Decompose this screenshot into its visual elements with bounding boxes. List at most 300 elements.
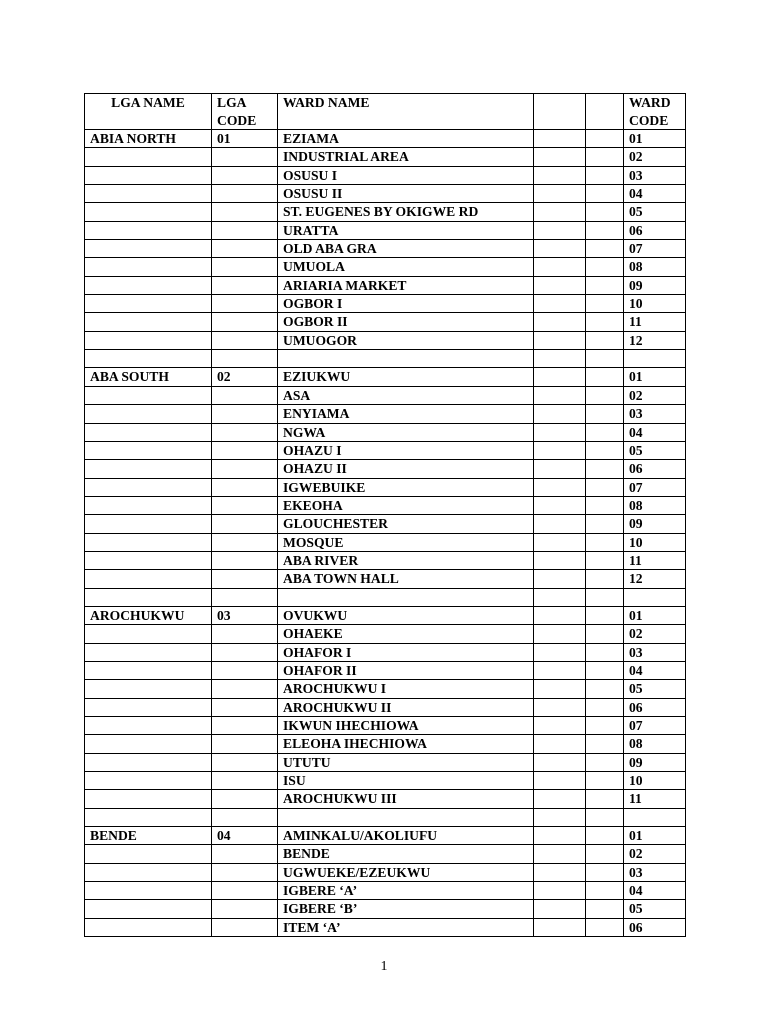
- blank-cell-2: [586, 276, 624, 294]
- table-row: [85, 808, 686, 826]
- lga-code-cell: [212, 203, 278, 221]
- lga-name-cell: BENDE: [85, 827, 212, 845]
- ward-code-cell: 08: [624, 496, 686, 514]
- ward-code-cell: [624, 350, 686, 368]
- ward-name-cell: AMINKALU/AKOLIUFU: [278, 827, 534, 845]
- lga-name-cell: [85, 643, 212, 661]
- lga-code-cell: [212, 790, 278, 808]
- lga-name-cell: [85, 295, 212, 313]
- lga-name-cell: [85, 313, 212, 331]
- blank-cell-1: [534, 882, 586, 900]
- blank-cell-1: [534, 918, 586, 936]
- table-row: [85, 918, 686, 936]
- table-row: [85, 386, 686, 404]
- lga-code-cell: [212, 331, 278, 349]
- lga-code-cell: [212, 240, 278, 258]
- header-blank-1: [534, 94, 586, 130]
- lga-code-cell: [212, 918, 278, 936]
- ward-name-cell: OHAFOR I: [278, 643, 534, 661]
- blank-cell-1: [534, 790, 586, 808]
- table-row: [85, 845, 686, 863]
- ward-code-cell: 05: [624, 680, 686, 698]
- ward-code-cell: 01: [624, 368, 686, 386]
- blank-cell-1: [534, 515, 586, 533]
- lga-code-cell: [212, 900, 278, 918]
- lga-name-cell: [85, 405, 212, 423]
- blank-cell-2: [586, 808, 624, 826]
- ward-name-cell: OVUKWU: [278, 606, 534, 624]
- blank-cell-2: [586, 460, 624, 478]
- blank-cell-1: [534, 295, 586, 313]
- table-row: [85, 570, 686, 588]
- lga-code-cell: [212, 276, 278, 294]
- table-row: [85, 496, 686, 514]
- blank-cell-1: [534, 606, 586, 624]
- ward-name-cell: GLOUCHESTER: [278, 515, 534, 533]
- table-row: [85, 423, 686, 441]
- header-lga-name: LGA NAME: [85, 94, 212, 130]
- lga-name-cell: [85, 863, 212, 881]
- ward-code-cell: 11: [624, 551, 686, 569]
- ward-code-cell: 12: [624, 570, 686, 588]
- ward-code-cell: 10: [624, 295, 686, 313]
- ward-name-cell: [278, 808, 534, 826]
- ward-code-cell: 02: [624, 386, 686, 404]
- table-row: [85, 478, 686, 496]
- blank-cell-2: [586, 643, 624, 661]
- blank-cell-1: [534, 496, 586, 514]
- lga-name-cell: [85, 661, 212, 679]
- table-row: [85, 753, 686, 771]
- blank-cell-2: [586, 845, 624, 863]
- blank-cell-1: [534, 661, 586, 679]
- table-row: [85, 588, 686, 606]
- ward-name-cell: EZIUKWU: [278, 368, 534, 386]
- lga-code-cell: [212, 753, 278, 771]
- lga-code-cell: [212, 808, 278, 826]
- table-row: [85, 533, 686, 551]
- lga-code-cell: 02: [212, 368, 278, 386]
- blank-cell-2: [586, 827, 624, 845]
- ward-name-cell: ARIARIA MARKET: [278, 276, 534, 294]
- table-row: [85, 680, 686, 698]
- ward-code-cell: 01: [624, 130, 686, 148]
- blank-cell-2: [586, 735, 624, 753]
- blank-cell-2: [586, 753, 624, 771]
- lga-name-cell: [85, 276, 212, 294]
- table-row: [85, 221, 686, 239]
- ward-code-cell: 06: [624, 918, 686, 936]
- blank-cell-1: [534, 441, 586, 459]
- lga-code-cell: [212, 441, 278, 459]
- ward-code-cell: 02: [624, 625, 686, 643]
- blank-cell-1: [534, 808, 586, 826]
- ward-name-cell: AROCHUKWU II: [278, 698, 534, 716]
- lga-name-cell: [85, 918, 212, 936]
- lga-name-cell: [85, 240, 212, 258]
- lga-name-cell: [85, 386, 212, 404]
- lga-code-cell: [212, 405, 278, 423]
- lga-name-cell: [85, 515, 212, 533]
- lga-code-cell: [212, 515, 278, 533]
- blank-cell-1: [534, 203, 586, 221]
- lga-name-cell: AROCHUKWU: [85, 606, 212, 624]
- blank-cell-1: [534, 680, 586, 698]
- lga-code-cell: [212, 882, 278, 900]
- lga-name-cell: [85, 423, 212, 441]
- ward-code-cell: 09: [624, 515, 686, 533]
- lga-code-cell: [212, 166, 278, 184]
- lga-code-cell: [212, 680, 278, 698]
- lga-code-cell: 04: [212, 827, 278, 845]
- lga-code-cell: [212, 258, 278, 276]
- lga-code-cell: [212, 460, 278, 478]
- ward-code-cell: 10: [624, 772, 686, 790]
- ward-code-cell: 04: [624, 661, 686, 679]
- blank-cell-2: [586, 350, 624, 368]
- lga-code-cell: [212, 735, 278, 753]
- ward-name-cell: OSUSU I: [278, 166, 534, 184]
- table-row: [85, 460, 686, 478]
- ward-code-cell: 07: [624, 717, 686, 735]
- lga-code-cell: [212, 772, 278, 790]
- blank-cell-2: [586, 240, 624, 258]
- lga-name-cell: [85, 221, 212, 239]
- blank-cell-1: [534, 588, 586, 606]
- lga-name-cell: [85, 478, 212, 496]
- ward-name-cell: IKWUN IHECHIOWA: [278, 717, 534, 735]
- table-row: [85, 331, 686, 349]
- blank-cell-2: [586, 772, 624, 790]
- ward-name-cell: UGWUEKE/EZEUKWU: [278, 863, 534, 881]
- lga-code-cell: [212, 423, 278, 441]
- ward-name-cell: ASA: [278, 386, 534, 404]
- blank-cell-2: [586, 918, 624, 936]
- lga-name-cell: [85, 533, 212, 551]
- lga-code-cell: [212, 570, 278, 588]
- lga-code-cell: [212, 588, 278, 606]
- ward-code-cell: 07: [624, 478, 686, 496]
- blank-cell-2: [586, 423, 624, 441]
- lga-code-cell: [212, 350, 278, 368]
- table-row: [85, 772, 686, 790]
- blank-cell-1: [534, 753, 586, 771]
- blank-cell-2: [586, 405, 624, 423]
- blank-cell-1: [534, 258, 586, 276]
- blank-cell-1: [534, 643, 586, 661]
- ward-code-cell: 08: [624, 735, 686, 753]
- lga-name-cell: [85, 166, 212, 184]
- ward-code-cell: 03: [624, 166, 686, 184]
- table-row: [85, 900, 686, 918]
- blank-cell-1: [534, 863, 586, 881]
- ward-code-cell: 03: [624, 643, 686, 661]
- table-row: [85, 258, 686, 276]
- table-row: [85, 717, 686, 735]
- blank-cell-2: [586, 863, 624, 881]
- blank-cell-1: [534, 827, 586, 845]
- lga-name-cell: [85, 717, 212, 735]
- blank-cell-2: [586, 221, 624, 239]
- blank-cell-2: [586, 441, 624, 459]
- table-header: [85, 94, 686, 130]
- table-row: [85, 551, 686, 569]
- ward-code-cell: 06: [624, 698, 686, 716]
- blank-cell-2: [586, 515, 624, 533]
- header-row: [85, 94, 686, 130]
- ward-code-cell: 04: [624, 882, 686, 900]
- ward-name-cell: OHAEKE: [278, 625, 534, 643]
- lga-code-cell: [212, 221, 278, 239]
- lga-code-cell: [212, 625, 278, 643]
- blank-cell-1: [534, 130, 586, 148]
- table-row: [85, 368, 686, 386]
- ward-code-cell: 04: [624, 423, 686, 441]
- table-row: [85, 185, 686, 203]
- ward-name-cell: OHAFOR II: [278, 661, 534, 679]
- blank-cell-2: [586, 148, 624, 166]
- blank-cell-1: [534, 570, 586, 588]
- ward-name-cell: IGBERE ‘B’: [278, 900, 534, 918]
- lga-code-cell: [212, 496, 278, 514]
- blank-cell-2: [586, 717, 624, 735]
- ward-code-cell: 07: [624, 240, 686, 258]
- table-row: [85, 643, 686, 661]
- lga-name-cell: ABIA NORTH: [85, 130, 212, 148]
- lga-code-cell: [212, 698, 278, 716]
- ward-name-cell: [278, 350, 534, 368]
- lga-code-cell: [212, 717, 278, 735]
- lga-code-cell: [212, 295, 278, 313]
- lga-name-cell: ABA SOUTH: [85, 368, 212, 386]
- ward-code-cell: 01: [624, 606, 686, 624]
- blank-cell-2: [586, 698, 624, 716]
- lga-name-cell: [85, 441, 212, 459]
- table-row: [85, 203, 686, 221]
- ward-name-cell: ELEOHA IHECHIOWA: [278, 735, 534, 753]
- lga-name-cell: [85, 258, 212, 276]
- lga-name-cell: [85, 496, 212, 514]
- table-row: [85, 790, 686, 808]
- blank-cell-2: [586, 130, 624, 148]
- ward-name-cell: EZIAMA: [278, 130, 534, 148]
- lga-name-cell: [85, 331, 212, 349]
- ward-name-cell: INDUSTRIAL AREA: [278, 148, 534, 166]
- ward-code-cell: 04: [624, 185, 686, 203]
- blank-cell-1: [534, 386, 586, 404]
- table-row: [85, 698, 686, 716]
- lga-name-cell: [85, 845, 212, 863]
- lga-code-cell: [212, 533, 278, 551]
- blank-cell-1: [534, 900, 586, 918]
- lga-name-cell: [85, 148, 212, 166]
- ward-name-cell: OGBOR II: [278, 313, 534, 331]
- ward-name-cell: OSUSU II: [278, 185, 534, 203]
- ward-code-cell: [624, 588, 686, 606]
- ward-name-cell: [278, 588, 534, 606]
- ward-name-cell: IGWEBUIKE: [278, 478, 534, 496]
- ward-code-cell: [624, 808, 686, 826]
- blank-cell-2: [586, 295, 624, 313]
- ward-name-cell: IGBERE ‘A’: [278, 882, 534, 900]
- blank-cell-1: [534, 185, 586, 203]
- ward-code-cell: 06: [624, 460, 686, 478]
- table-row: [85, 240, 686, 258]
- table-row: [85, 882, 686, 900]
- blank-cell-2: [586, 790, 624, 808]
- table-row: [85, 606, 686, 624]
- ward-name-cell: ABA RIVER: [278, 551, 534, 569]
- table-row: [85, 661, 686, 679]
- lga-name-cell: [85, 772, 212, 790]
- lga-code-cell: 01: [212, 130, 278, 148]
- lga-name-cell: [85, 735, 212, 753]
- ward-name-cell: AROCHUKWU I: [278, 680, 534, 698]
- lga-name-cell: [85, 203, 212, 221]
- blank-cell-2: [586, 258, 624, 276]
- ward-code-cell: 03: [624, 863, 686, 881]
- blank-cell-2: [586, 203, 624, 221]
- blank-cell-1: [534, 698, 586, 716]
- page-number: 1: [380, 959, 388, 974]
- table-row: [85, 276, 686, 294]
- lga-code-cell: [212, 845, 278, 863]
- ward-code-cell: 05: [624, 441, 686, 459]
- ward-code-cell: 09: [624, 276, 686, 294]
- table-row: [85, 515, 686, 533]
- table-row: [85, 405, 686, 423]
- lga-name-cell: [85, 882, 212, 900]
- ward-name-cell: URATTA: [278, 221, 534, 239]
- blank-cell-2: [586, 606, 624, 624]
- blank-cell-1: [534, 313, 586, 331]
- blank-cell-2: [586, 166, 624, 184]
- ward-name-cell: UTUTU: [278, 753, 534, 771]
- ward-name-cell: OHAZU I: [278, 441, 534, 459]
- blank-cell-1: [534, 423, 586, 441]
- blank-cell-1: [534, 845, 586, 863]
- lga-name-cell: [85, 588, 212, 606]
- lga-name-cell: [85, 185, 212, 203]
- lga-name-cell: [85, 790, 212, 808]
- lga-code-cell: [212, 313, 278, 331]
- ward-code-cell: 06: [624, 221, 686, 239]
- lga-name-cell: [85, 551, 212, 569]
- table-row: [85, 148, 686, 166]
- blank-cell-1: [534, 735, 586, 753]
- lga-name-cell: [85, 753, 212, 771]
- ward-name-cell: NGWA: [278, 423, 534, 441]
- lga-code-cell: [212, 148, 278, 166]
- blank-cell-1: [534, 772, 586, 790]
- blank-cell-2: [586, 661, 624, 679]
- ward-code-cell: 02: [624, 845, 686, 863]
- lga-code-cell: 03: [212, 606, 278, 624]
- lga-name-cell: [85, 900, 212, 918]
- header-ward-name: WARD NAME: [278, 94, 534, 130]
- table-row: [85, 625, 686, 643]
- table-row: [85, 295, 686, 313]
- table-row: [85, 827, 686, 845]
- lga-name-cell: [85, 460, 212, 478]
- blank-cell-1: [534, 166, 586, 184]
- header-lga-code: LGA CODE: [212, 94, 278, 130]
- ward-name-cell: UMUOGOR: [278, 331, 534, 349]
- ward-name-cell: ISU: [278, 772, 534, 790]
- ward-name-cell: BENDE: [278, 845, 534, 863]
- lga-name-cell: [85, 570, 212, 588]
- ward-code-cell: 12: [624, 331, 686, 349]
- ward-name-cell: UMUOLA: [278, 258, 534, 276]
- lga-code-cell: [212, 478, 278, 496]
- ward-code-cell: 08: [624, 258, 686, 276]
- table-row: [85, 863, 686, 881]
- ward-code-cell: 10: [624, 533, 686, 551]
- lga-name-cell: [85, 698, 212, 716]
- blank-cell-2: [586, 588, 624, 606]
- blank-cell-1: [534, 551, 586, 569]
- blank-cell-2: [586, 368, 624, 386]
- lga-code-cell: [212, 185, 278, 203]
- blank-cell-2: [586, 185, 624, 203]
- blank-cell-2: [586, 570, 624, 588]
- lga-code-cell: [212, 386, 278, 404]
- blank-cell-2: [586, 478, 624, 496]
- lga-name-cell: [85, 680, 212, 698]
- lga-code-cell: [212, 863, 278, 881]
- lga-code-cell: [212, 643, 278, 661]
- lga-code-cell: [212, 661, 278, 679]
- blank-cell-1: [534, 221, 586, 239]
- ward-code-cell: 05: [624, 900, 686, 918]
- blank-cell-2: [586, 882, 624, 900]
- ward-name-cell: MOSQUE: [278, 533, 534, 551]
- blank-cell-1: [534, 276, 586, 294]
- blank-cell-1: [534, 533, 586, 551]
- ward-name-cell: AROCHUKWU III: [278, 790, 534, 808]
- ward-table: [84, 93, 686, 937]
- lga-name-cell: [85, 625, 212, 643]
- header-blank-2: [586, 94, 624, 130]
- blank-cell-2: [586, 551, 624, 569]
- table-row: [85, 166, 686, 184]
- ward-code-cell: 11: [624, 790, 686, 808]
- ward-name-cell: OLD ABA GRA: [278, 240, 534, 258]
- table-row: [85, 130, 686, 148]
- ward-code-cell: 02: [624, 148, 686, 166]
- blank-cell-2: [586, 331, 624, 349]
- lga-code-cell: [212, 551, 278, 569]
- blank-cell-2: [586, 533, 624, 551]
- ward-name-cell: EKEOHA: [278, 496, 534, 514]
- lga-name-cell: [85, 808, 212, 826]
- blank-cell-2: [586, 900, 624, 918]
- ward-name-cell: OHAZU II: [278, 460, 534, 478]
- blank-cell-1: [534, 148, 586, 166]
- blank-cell-1: [534, 350, 586, 368]
- table-row: [85, 735, 686, 753]
- table-row: [85, 350, 686, 368]
- ward-code-cell: 09: [624, 753, 686, 771]
- ward-name-cell: ENYIAMA: [278, 405, 534, 423]
- ward-name-cell: ST. EUGENES BY OKIGWE RD: [278, 203, 534, 221]
- blank-cell-1: [534, 405, 586, 423]
- blank-cell-2: [586, 313, 624, 331]
- ward-code-cell: 05: [624, 203, 686, 221]
- blank-cell-1: [534, 625, 586, 643]
- ward-name-cell: ABA TOWN HALL: [278, 570, 534, 588]
- blank-cell-1: [534, 368, 586, 386]
